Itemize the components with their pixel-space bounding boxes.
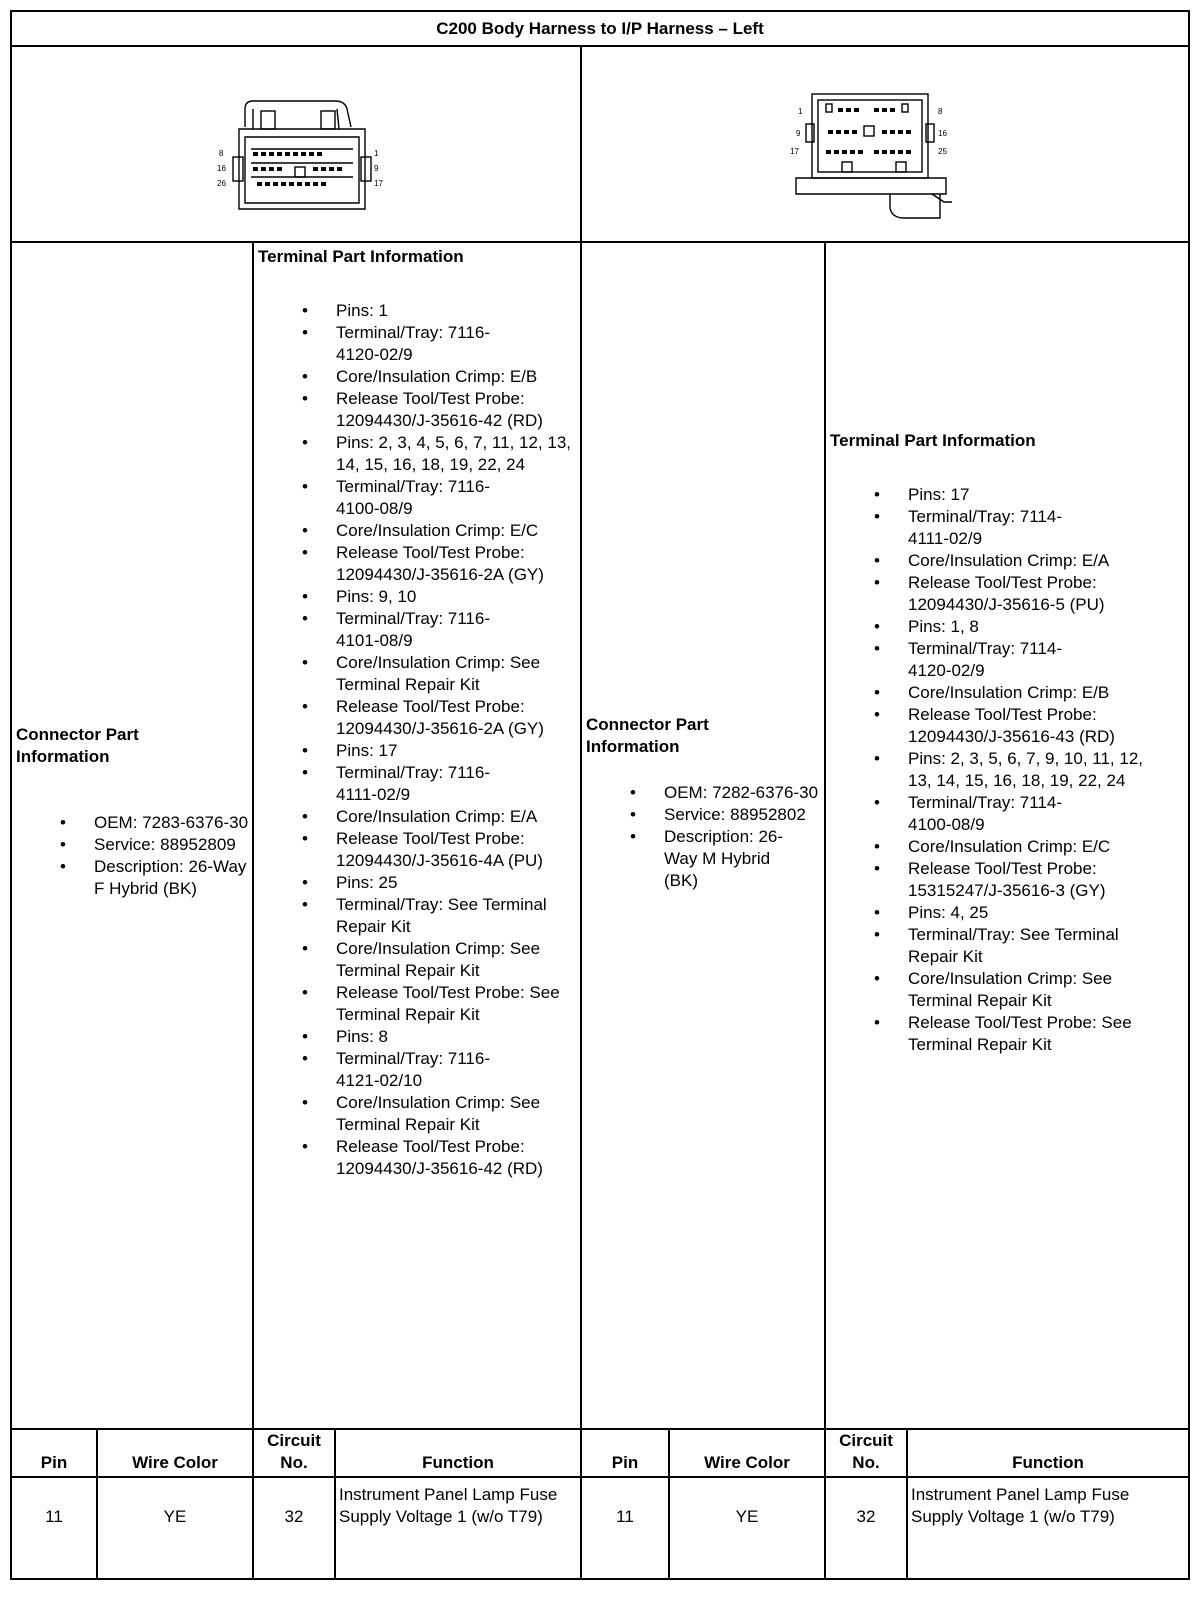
terminal-group	[830, 902, 1160, 1056]
terminal-group	[830, 748, 1160, 902]
document-title: C200 Body Harness to I/P Harness – Left	[436, 19, 764, 38]
pin-label: 16	[217, 164, 226, 173]
list-item: • Description: 26-Way M Hybrid (BK)	[586, 826, 804, 892]
list-item: • Release Tool/Test Probe: 12094430/J-35616-4A (PU)	[258, 828, 574, 872]
divider	[668, 1428, 670, 1578]
column-header-wire-color: Wire Color	[704, 1453, 790, 1472]
column-header-circuit: Circuit No.	[267, 1431, 321, 1472]
list-item: • Pins: 17	[258, 740, 574, 762]
divider	[96, 1428, 98, 1578]
right-terminal-info	[830, 430, 1186, 1056]
list-item: • Pins: 2, 3, 4, 5, 6, 7, 11, 12, 13, 14, 15, 16, 18, 19, 22, 24	[258, 432, 574, 476]
table-cell-circuit: 32	[856, 1507, 876, 1526]
list-item: • Release Tool/Test Probe: 12094430/J-35616-2A (GY)	[258, 542, 574, 586]
section-heading: Terminal Part Information	[830, 431, 1036, 450]
list-item: • Pins: 1, 8	[830, 616, 1160, 638]
column-header-circuit: Circuit No.	[839, 1431, 893, 1472]
list-item: • Terminal/Tray: 7114-4100-08/9	[830, 792, 1068, 836]
divider	[334, 1428, 336, 1578]
list-item: • Service: 88952802	[586, 804, 824, 826]
list-item: • Pins: 25	[258, 872, 574, 894]
divider	[580, 1428, 582, 1578]
pin-label: 17	[374, 179, 383, 188]
column-header-function: Function	[422, 1453, 494, 1472]
list-item: • Core/Insulation Crimp: E/C	[258, 520, 574, 542]
list-item: • Terminal/Tray: 7116-4120-02/9	[258, 322, 496, 366]
list-item: • Release Tool/Test Probe: 12094430/J-35616-43 (RD)	[830, 704, 1160, 748]
divider	[12, 1476, 1188, 1478]
terminal-group	[258, 300, 574, 432]
column-header-wire-color: Wire Color	[132, 1453, 218, 1472]
divider	[252, 1428, 254, 1578]
list-item: • Release Tool/Test Probe: 12094430/J-35616-5 (PU)	[830, 572, 1160, 616]
terminal-group	[258, 872, 574, 1026]
table-cell-function: Instrument Panel Lamp Fuse Supply Voltage 1 (w/o T79)	[339, 1485, 558, 1526]
terminal-group	[258, 1026, 574, 1180]
list-item: • OEM: 7283-6376-30	[16, 812, 254, 834]
right-connector-info	[586, 714, 824, 892]
list-item: • Core/Insulation Crimp: E/A	[830, 550, 1160, 572]
list-item: • Core/Insulation Crimp: E/C	[830, 836, 1160, 858]
list-item: • Terminal/Tray: 7114-4120-02/9	[830, 638, 1068, 682]
center-divider	[580, 45, 582, 1428]
list-item: • Terminal/Tray: 7116-4100-08/9	[258, 476, 496, 520]
list-item: • Terminal/Tray: 7114-4111-02/9	[830, 506, 1068, 550]
pin-label: 8	[219, 149, 224, 158]
list-item: • Pins: 17	[830, 484, 1160, 506]
pin-label: 25	[938, 147, 947, 156]
terminal-group	[258, 586, 574, 740]
list-item: • Release Tool/Test Probe: 12094430/J-35616-42 (RD)	[258, 388, 574, 432]
list-item: • Core/Insulation Crimp: E/B	[830, 682, 1160, 704]
list-item: • Terminal/Tray: 7116-4121-02/10	[258, 1048, 496, 1092]
list-item: • Pins: 9, 10	[258, 586, 574, 608]
terminal-group	[830, 484, 1160, 616]
list-item: • Terminal/Tray: 7116-4111-02/9	[258, 762, 496, 806]
list-item: • Terminal/Tray: 7116-4101-08/9	[258, 608, 496, 652]
section-heading: Connector Part Information	[586, 715, 709, 756]
terminal-group	[258, 740, 574, 872]
terminal-group	[258, 432, 574, 586]
list-item: • Core/Insulation Crimp: E/B	[258, 366, 574, 388]
divider	[12, 241, 1188, 243]
column-header-function: Function	[1012, 1453, 1084, 1472]
pin-label: 8	[938, 107, 943, 116]
connector-info-list	[16, 812, 252, 900]
list-item: • Core/Insulation Crimp: See Terminal Repair Kit	[258, 938, 574, 982]
list-item: • Pins: 8	[258, 1026, 574, 1048]
list-item: • Terminal/Tray: See Terminal Repair Kit	[830, 924, 1160, 968]
list-item: • Release Tool/Test Probe: See Terminal Repair Kit	[258, 982, 574, 1026]
column-header-pin: Pin	[611, 1453, 639, 1472]
divider	[824, 241, 826, 1428]
left-terminal-info	[258, 246, 580, 1180]
terminal-group	[830, 616, 1160, 748]
pin-label: 17	[790, 147, 799, 156]
divider	[12, 1428, 1188, 1430]
divider	[12, 45, 1188, 47]
list-item: • Service: 88952809	[16, 834, 254, 856]
pin-label: 1	[798, 107, 803, 116]
table-cell-circuit: 32	[284, 1507, 304, 1526]
connector-info-list	[586, 782, 824, 892]
list-item: • Terminal/Tray: See Terminal Repair Kit	[258, 894, 574, 938]
pin-label: 1	[374, 149, 379, 158]
list-item: • Core/Insulation Crimp: E/A	[258, 806, 574, 828]
list-item: • Release Tool/Test Probe: 15315247/J-35616-3 (GY)	[830, 858, 1160, 902]
pin-label: 16	[938, 129, 947, 138]
pin-label: 9	[374, 164, 379, 173]
list-item: • Release Tool/Test Probe: 12094430/J-35616-42 (RD)	[258, 1136, 574, 1180]
divider	[824, 1428, 826, 1578]
list-item: • Release Tool/Test Probe: See Terminal Repair Kit	[830, 1012, 1160, 1056]
list-item: • Release Tool/Test Probe: 12094430/J-35616-2A (GY)	[258, 696, 574, 740]
table-cell-pin: 11	[616, 1507, 634, 1526]
pin-label: 26	[217, 179, 226, 188]
list-item: • Core/Insulation Crimp: See Terminal Repair Kit	[258, 1092, 574, 1136]
table-cell-pin: 11	[45, 1507, 63, 1526]
section-heading: Terminal Part Information	[258, 247, 464, 266]
list-item: • Description: 26-Way F Hybrid (BK)	[16, 856, 254, 900]
column-header-pin: Pin	[40, 1453, 68, 1472]
list-item: • Core/Insulation Crimp: See Terminal Repair Kit	[258, 652, 574, 696]
table-cell-wire-color: YE	[735, 1507, 759, 1526]
list-item: • Pins: 2, 3, 5, 6, 7, 9, 10, 11, 12, 13, 14, 15, 16, 18, 19, 22, 24	[830, 748, 1160, 792]
left-connector-info	[16, 724, 252, 900]
section-heading: Connector Part Information	[16, 725, 139, 766]
connector-document	[10, 10, 1190, 1580]
female-connector-icon	[217, 97, 387, 212]
divider	[906, 1428, 908, 1578]
pin-label: 9	[796, 129, 801, 138]
male-connector-icon	[782, 90, 972, 230]
table-cell-function: Instrument Panel Lamp Fuse Supply Voltage 1 (w/o T79)	[911, 1485, 1130, 1526]
list-item: • Pins: 4, 25	[830, 902, 1160, 924]
list-item: • Core/Insulation Crimp: See Terminal Repair Kit	[830, 968, 1160, 1012]
left-connector-diagram	[217, 97, 387, 212]
table-cell-wire-color: YE	[163, 1507, 187, 1526]
right-connector-diagram	[782, 90, 972, 230]
list-item: • OEM: 7282-6376-30	[586, 782, 824, 804]
list-item: • Pins: 1	[258, 300, 496, 322]
